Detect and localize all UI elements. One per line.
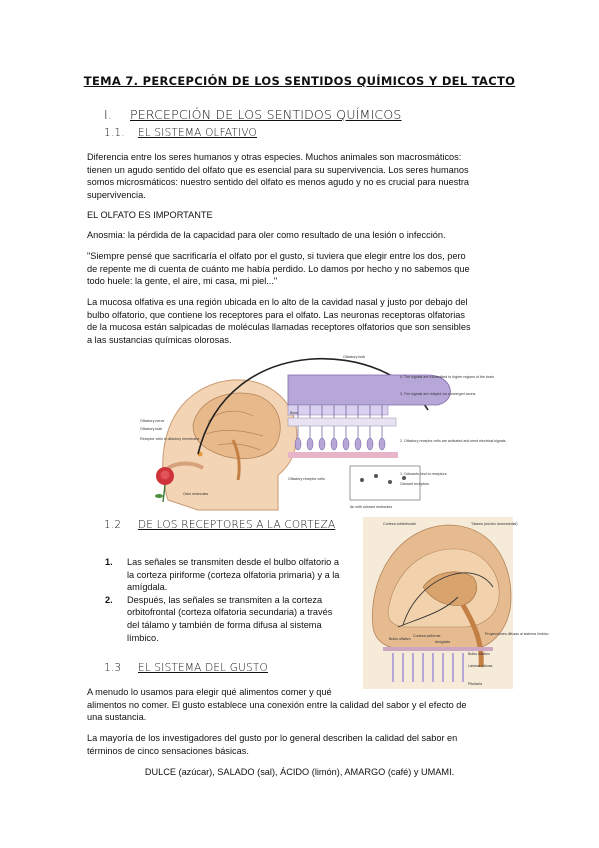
paragraph-mucosa [87, 296, 507, 346]
text-line: amígdala. [127, 582, 168, 593]
section-heading-1 [104, 107, 402, 122]
text-line: bulbo olfatorio, que contiene los receptores para el olfato. Las neuronas receptoras olfatorias [87, 309, 465, 320]
label-signal-2: 2. Olfactory receptor cells are activated and send electrical signals. [400, 439, 507, 443]
olfactory-bulb-block [288, 375, 450, 405]
list-item [105, 556, 355, 594]
text-line: tienen un agudo sentido del olfato que es esencial para su supervivencia. Los seres humanos [87, 164, 469, 175]
text-line: alimentos no comer. El gusto establece una conexión entre la calidad del sabor y el efecto de [87, 699, 467, 710]
label-bulbo-2: Bulbo olfativo [468, 652, 490, 656]
text-line: "Siempre pensé que sacrificaría el olfato por el gusto, si tuviera que elegir entre los dos, pero [87, 251, 466, 261]
label-bulbo: Bulbo olfativo [389, 637, 411, 641]
text-line: orbitofrontal (corteza olfatoria secundaria) a través [127, 607, 333, 618]
text-line: una sustancia. [87, 712, 147, 723]
paragraph-calidad [87, 732, 507, 757]
subsection-label: EL SISTEMA DEL GUSTO [138, 662, 268, 674]
label-lamina: Lámina cribosa [468, 664, 493, 668]
text-line: La mucosa olfativa es una región ubicada en lo alto de la cavidad nasal y justo por debajo del [87, 297, 468, 307]
list-item [105, 594, 355, 644]
text-line: todo huele: la gente, el aire, mi casa, mi piel..." [87, 276, 278, 287]
label-thalamus: Tálamo (núcleo dorsomedial) [471, 522, 518, 526]
label-olfactory-nerve: Olfactory nerve [140, 419, 165, 423]
label-bone: Bone [290, 411, 299, 415]
label-signal-1: 1. Odorants bind to receptors. [400, 472, 448, 476]
label-amigdala: Amígdala [435, 640, 451, 644]
text-line: Después, las señales se transmiten a la corteza [127, 594, 323, 605]
paragraph-gusto [87, 686, 507, 724]
document-title: TEMA 7. PERCEPCIÓN DE LOS SENTIDOS QUÍMICOS Y DEL TACTO [83, 74, 516, 88]
subsection-number: 1.3 [104, 662, 122, 674]
text-line: límbico. [127, 632, 159, 643]
label-pituitaria: Pituitaria [468, 682, 482, 686]
text-line: supervivencia. [87, 189, 146, 200]
subsection-heading-1-1 [104, 127, 257, 139]
list-marker: 1. [105, 557, 113, 567]
label-receptor-membrane: Receptor cells in olfactory membrane [140, 437, 200, 441]
label-odor-molecules: Odor molecules [183, 492, 209, 496]
paragraph-anosmia: Anosmia: la pérdida de la capacidad para oler como resultado de una lesión o infección. [87, 230, 446, 240]
subsection-label: DE LOS RECEPTORES A LA CORTEZA [138, 519, 336, 531]
text-line: de la mucosa están salpicadas de moléculas llamadas receptores olfatorios que son sensibles [87, 322, 471, 333]
subsection-label: EL SISTEMA OLFATIVO [138, 127, 258, 139]
subsection-heading-1-3 [104, 662, 268, 674]
text-line: Diferencia entre los seres humanos y otras especies. Muchos animales son macrosmáticos: [87, 152, 462, 162]
label-signal-4: 4. The signals are transmitted to higher regions of the brain [400, 375, 495, 379]
olfactory-system-figure [138, 350, 507, 512]
text-line: La mayoría de los investigadores del gusto por lo general describen la calidad del sabor en [87, 733, 458, 743]
heading-important: EL OLFATO ES IMPORTANTE [87, 210, 213, 220]
label-odorant-receptors: Odorant receptors [400, 482, 429, 486]
label-air-molecules: Air with odorant molecules [350, 505, 393, 509]
label-orbitofrontal: Corteza orbitofrontal [383, 522, 416, 526]
text-line: de repente me di cuenta de cuánto me había perdido. Lo damos por hecho y no sabemos que [87, 263, 470, 274]
label-proyecciones: Proyecciones difusas al sistema límbico [485, 632, 549, 636]
label-receptor-cells: Olfactory receptor cells [288, 477, 325, 481]
label-signal-3: 3. The signals are relayed via converged axons. [400, 392, 477, 396]
subsection-heading-1-2 [104, 519, 335, 531]
paragraph-intro [87, 151, 507, 201]
text-line: a las sustancias químicas olorosas. [87, 334, 232, 345]
bone-layer [288, 418, 396, 426]
quote-paragraph [87, 250, 507, 288]
mucosa-layer [288, 452, 398, 458]
text-line: términos de cinco sensaciones básicas. [87, 745, 249, 756]
section-label: PERCEPCIÓN DE LOS SENTIDOS QUÍMICOS [130, 107, 402, 122]
tastes-line: DULCE (azúcar), SALADO (sal), ÁCIDO (limón), AMARGO (café) y UMAMI. [144, 767, 455, 777]
brain-section-figure [363, 517, 549, 689]
text-line: somos microsmáticos: nuestro sentido del olfato es menos agudo y no es crucial para nuestra [87, 177, 469, 188]
list-marker: 2. [105, 594, 113, 605]
subsection-number: 1.2 [104, 519, 122, 531]
label-olfactory-bulb: Olfactory bulb [343, 355, 366, 359]
label-piriforme: Corteza piriforme [413, 634, 441, 638]
receptor-cells [295, 438, 385, 450]
text-line: del tálamo y también de forma difusa al sistema [127, 619, 322, 630]
section-number: I. [104, 107, 113, 122]
text-line: Las señales se transmiten desde el bulbo olfatorio a [127, 557, 339, 567]
text-line: la corteza piriforme (corteza olfatoria primaria) y a la [127, 569, 340, 580]
text-line: A menudo lo usamos para elegir qué alimentos comer y qué [87, 687, 332, 697]
receptor-list [105, 556, 355, 644]
subsection-number: 1.1. [104, 127, 125, 139]
label-olfactory-bulb-small: Olfactory bulb [140, 427, 163, 431]
